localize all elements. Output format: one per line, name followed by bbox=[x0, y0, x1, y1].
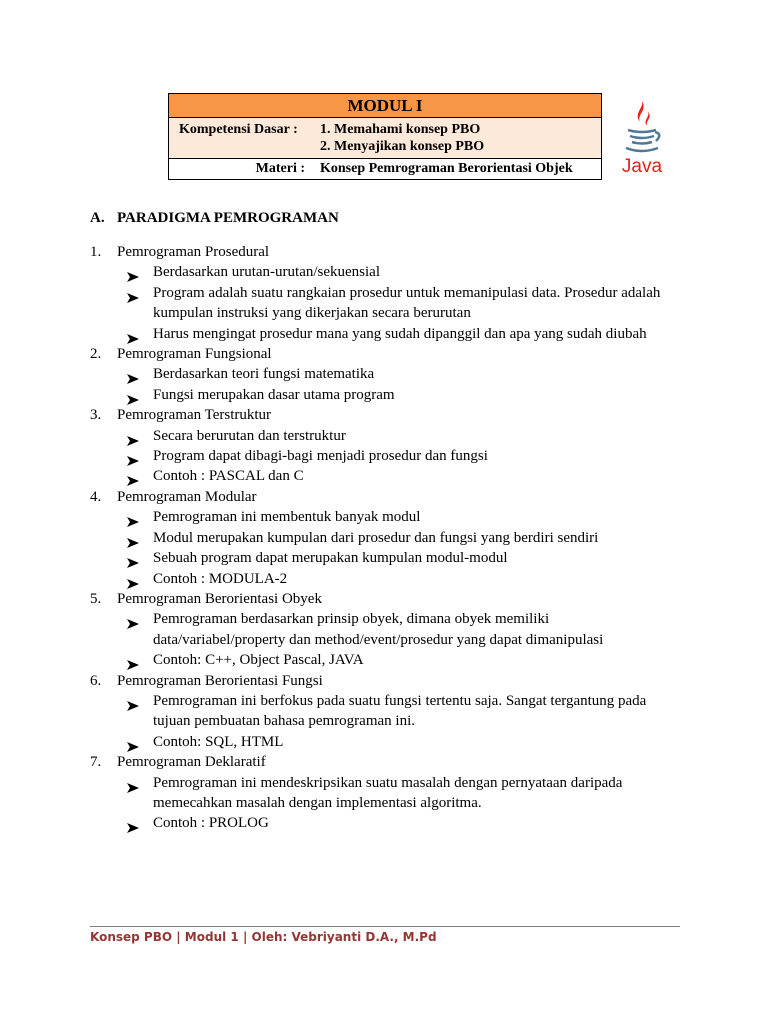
arrow-bullet-icon bbox=[127, 452, 139, 462]
bullet-text-line: memecahkan masalah dengan implementasi algoritma. bbox=[153, 794, 482, 811]
list-item bbox=[90, 752, 690, 772]
arrow-bullet-icon bbox=[127, 697, 139, 707]
arrow-bullet-icon bbox=[127, 779, 139, 789]
bullet-text-line: Fungsi merupakan dasar utama program bbox=[153, 386, 395, 403]
module-header-table bbox=[168, 93, 602, 180]
section-heading bbox=[90, 210, 339, 227]
bullet-text-line: Berdasarkan urutan-urutan/sekuensial bbox=[153, 264, 380, 281]
list-item-number: 5. bbox=[90, 590, 102, 607]
bullet-text-line: Contoh: C++, Object Pascal, JAVA bbox=[153, 652, 364, 669]
bullet-item bbox=[90, 569, 690, 589]
bullet-text-line: Pemrograman berdasarkan prinsip obyek, dimana obyek memiliki bbox=[153, 611, 550, 628]
arrow-bullet-icon bbox=[127, 289, 139, 299]
arrow-bullet-icon bbox=[127, 513, 139, 523]
arrow-bullet-icon bbox=[127, 656, 139, 666]
footer-text: Konsep PBO | Modul 1 | Oleh: Vebriyanti D.A., M.Pd bbox=[90, 930, 437, 944]
arrow-bullet-icon bbox=[127, 554, 139, 564]
kompetensi-item: 2. Menyajikan konsep PBO bbox=[320, 139, 485, 154]
list-item bbox=[90, 405, 690, 425]
list-item bbox=[90, 589, 690, 609]
bullet-text-line: Pemrograman ini berfokus pada suatu fungsi tertentu saja. Sangat tergantung pada bbox=[153, 692, 647, 709]
bullet-text-line: data/variabel/property dan method/event/prosedur yang dapat dimanipulasi bbox=[153, 631, 604, 648]
arrow-bullet-icon bbox=[127, 615, 139, 625]
list-item-title: Pemrograman Terstruktur bbox=[117, 407, 272, 424]
arrow-bullet-icon bbox=[127, 432, 139, 442]
kompetensi-row bbox=[169, 118, 601, 159]
list-item-title: Pemrograman Berorientasi Obyek bbox=[117, 590, 322, 607]
bullet-text-line: Secara berurutan dan terstruktur bbox=[153, 427, 346, 444]
bullet-text-line: Berdasarkan teori fungsi matematika bbox=[153, 366, 375, 383]
bullet-item bbox=[90, 283, 690, 324]
bullet-text-line: Contoh: SQL, HTML bbox=[153, 733, 284, 750]
bullet-item bbox=[90, 324, 690, 344]
list-item-number: 7. bbox=[90, 754, 102, 771]
bullet-item bbox=[90, 528, 690, 548]
list-item bbox=[90, 671, 690, 691]
arrow-bullet-icon bbox=[127, 738, 139, 748]
arrow-bullet-icon bbox=[127, 819, 139, 829]
bullet-text-line: Sebuah program dapat merupakan kumpulan modul-modul bbox=[153, 550, 508, 567]
bullet-text-line: Program adalah suatu rangkaian prosedur untuk memanipulasi data. Prosedur adalah bbox=[153, 284, 661, 301]
bullet-item bbox=[90, 813, 690, 833]
materi-row bbox=[169, 159, 601, 179]
java-logo-icon bbox=[618, 96, 666, 178]
list-item-title: Pemrograman Prosedural bbox=[117, 244, 270, 260]
bullet-item bbox=[90, 426, 690, 446]
arrow-bullet-icon bbox=[127, 268, 139, 278]
bullet-text-line: Pemrograman ini membentuk banyak modul bbox=[153, 509, 421, 526]
bullet-item bbox=[90, 364, 690, 384]
bullet-item bbox=[90, 385, 690, 405]
bullet-text-line: Harus mengingat prosedur mana yang sudah dipanggil dan apa yang sudah diubah bbox=[153, 325, 647, 342]
arrow-bullet-icon bbox=[127, 575, 139, 585]
materi-label: Materi : bbox=[255, 161, 305, 176]
bullet-item bbox=[90, 507, 690, 527]
bullet-text-line: Contoh : PROLOG bbox=[153, 815, 269, 832]
bullet-item bbox=[90, 732, 690, 752]
list-item-number: 1. bbox=[90, 244, 102, 260]
list-item-title: Pemrograman Modular bbox=[117, 488, 257, 505]
section-title: PARADIGMA PEMROGRAMAN bbox=[117, 210, 339, 226]
arrow-bullet-icon bbox=[127, 370, 139, 380]
list-item-title: Pemrograman Berorientasi Fungsi bbox=[117, 672, 323, 689]
bullet-text-line: Contoh : MODULA-2 bbox=[153, 570, 288, 587]
section-letter: A. bbox=[90, 210, 105, 226]
java-logo-text: Java bbox=[621, 156, 663, 177]
list-item bbox=[90, 487, 690, 507]
kompetensi-item: 1. Memahami konsep PBO bbox=[320, 122, 481, 137]
arrow-bullet-icon bbox=[127, 330, 139, 340]
bullet-text-line: Program dapat dibagi-bagi menjadi prosedur dan fungsi bbox=[153, 448, 488, 465]
arrow-bullet-icon bbox=[127, 472, 139, 482]
list-item-title: Pemrograman Fungsional bbox=[117, 346, 272, 363]
bullet-item bbox=[90, 773, 690, 814]
kompetensi-label: Kompetensi Dasar : bbox=[179, 122, 298, 137]
paradigm-list bbox=[90, 242, 690, 834]
list-item-number: 4. bbox=[90, 488, 102, 505]
list-item-title: Pemrograman Deklaratif bbox=[117, 754, 266, 771]
arrow-bullet-icon bbox=[127, 391, 139, 401]
list-item bbox=[90, 344, 690, 364]
bullet-text-line: tujuan pembuatan bahasa pemrograman ini. bbox=[153, 713, 415, 730]
bullet-text-line: Pemrograman ini mendeskripsikan suatu masalah dengan pernyataan daripada bbox=[153, 774, 623, 791]
bullet-item bbox=[90, 650, 690, 670]
list-item bbox=[90, 242, 690, 262]
arrow-bullet-icon bbox=[127, 534, 139, 544]
bullet-text-line: kumpulan instruksi yang dikerjakan secara berurutan bbox=[153, 305, 471, 322]
bullet-text-line: Contoh : PASCAL dan C bbox=[153, 468, 304, 485]
list-item-number: 2. bbox=[90, 346, 102, 363]
bullet-item bbox=[90, 548, 690, 568]
footer-divider bbox=[90, 926, 680, 927]
bullet-item bbox=[90, 262, 690, 282]
materi-value: Konsep Pemrograman Berorientasi Objek bbox=[320, 161, 573, 176]
bullet-item bbox=[90, 446, 690, 466]
bullet-item bbox=[90, 691, 690, 732]
bullet-item bbox=[90, 466, 690, 486]
bullet-text-line: Modul merupakan kumpulan dari prosedur dan fungsi yang berdiri sendiri bbox=[153, 529, 599, 546]
list-item-number: 6. bbox=[90, 672, 102, 689]
bullet-item bbox=[90, 609, 690, 650]
module-title: MODUL I bbox=[169, 94, 601, 118]
list-item-number: 3. bbox=[90, 407, 102, 424]
